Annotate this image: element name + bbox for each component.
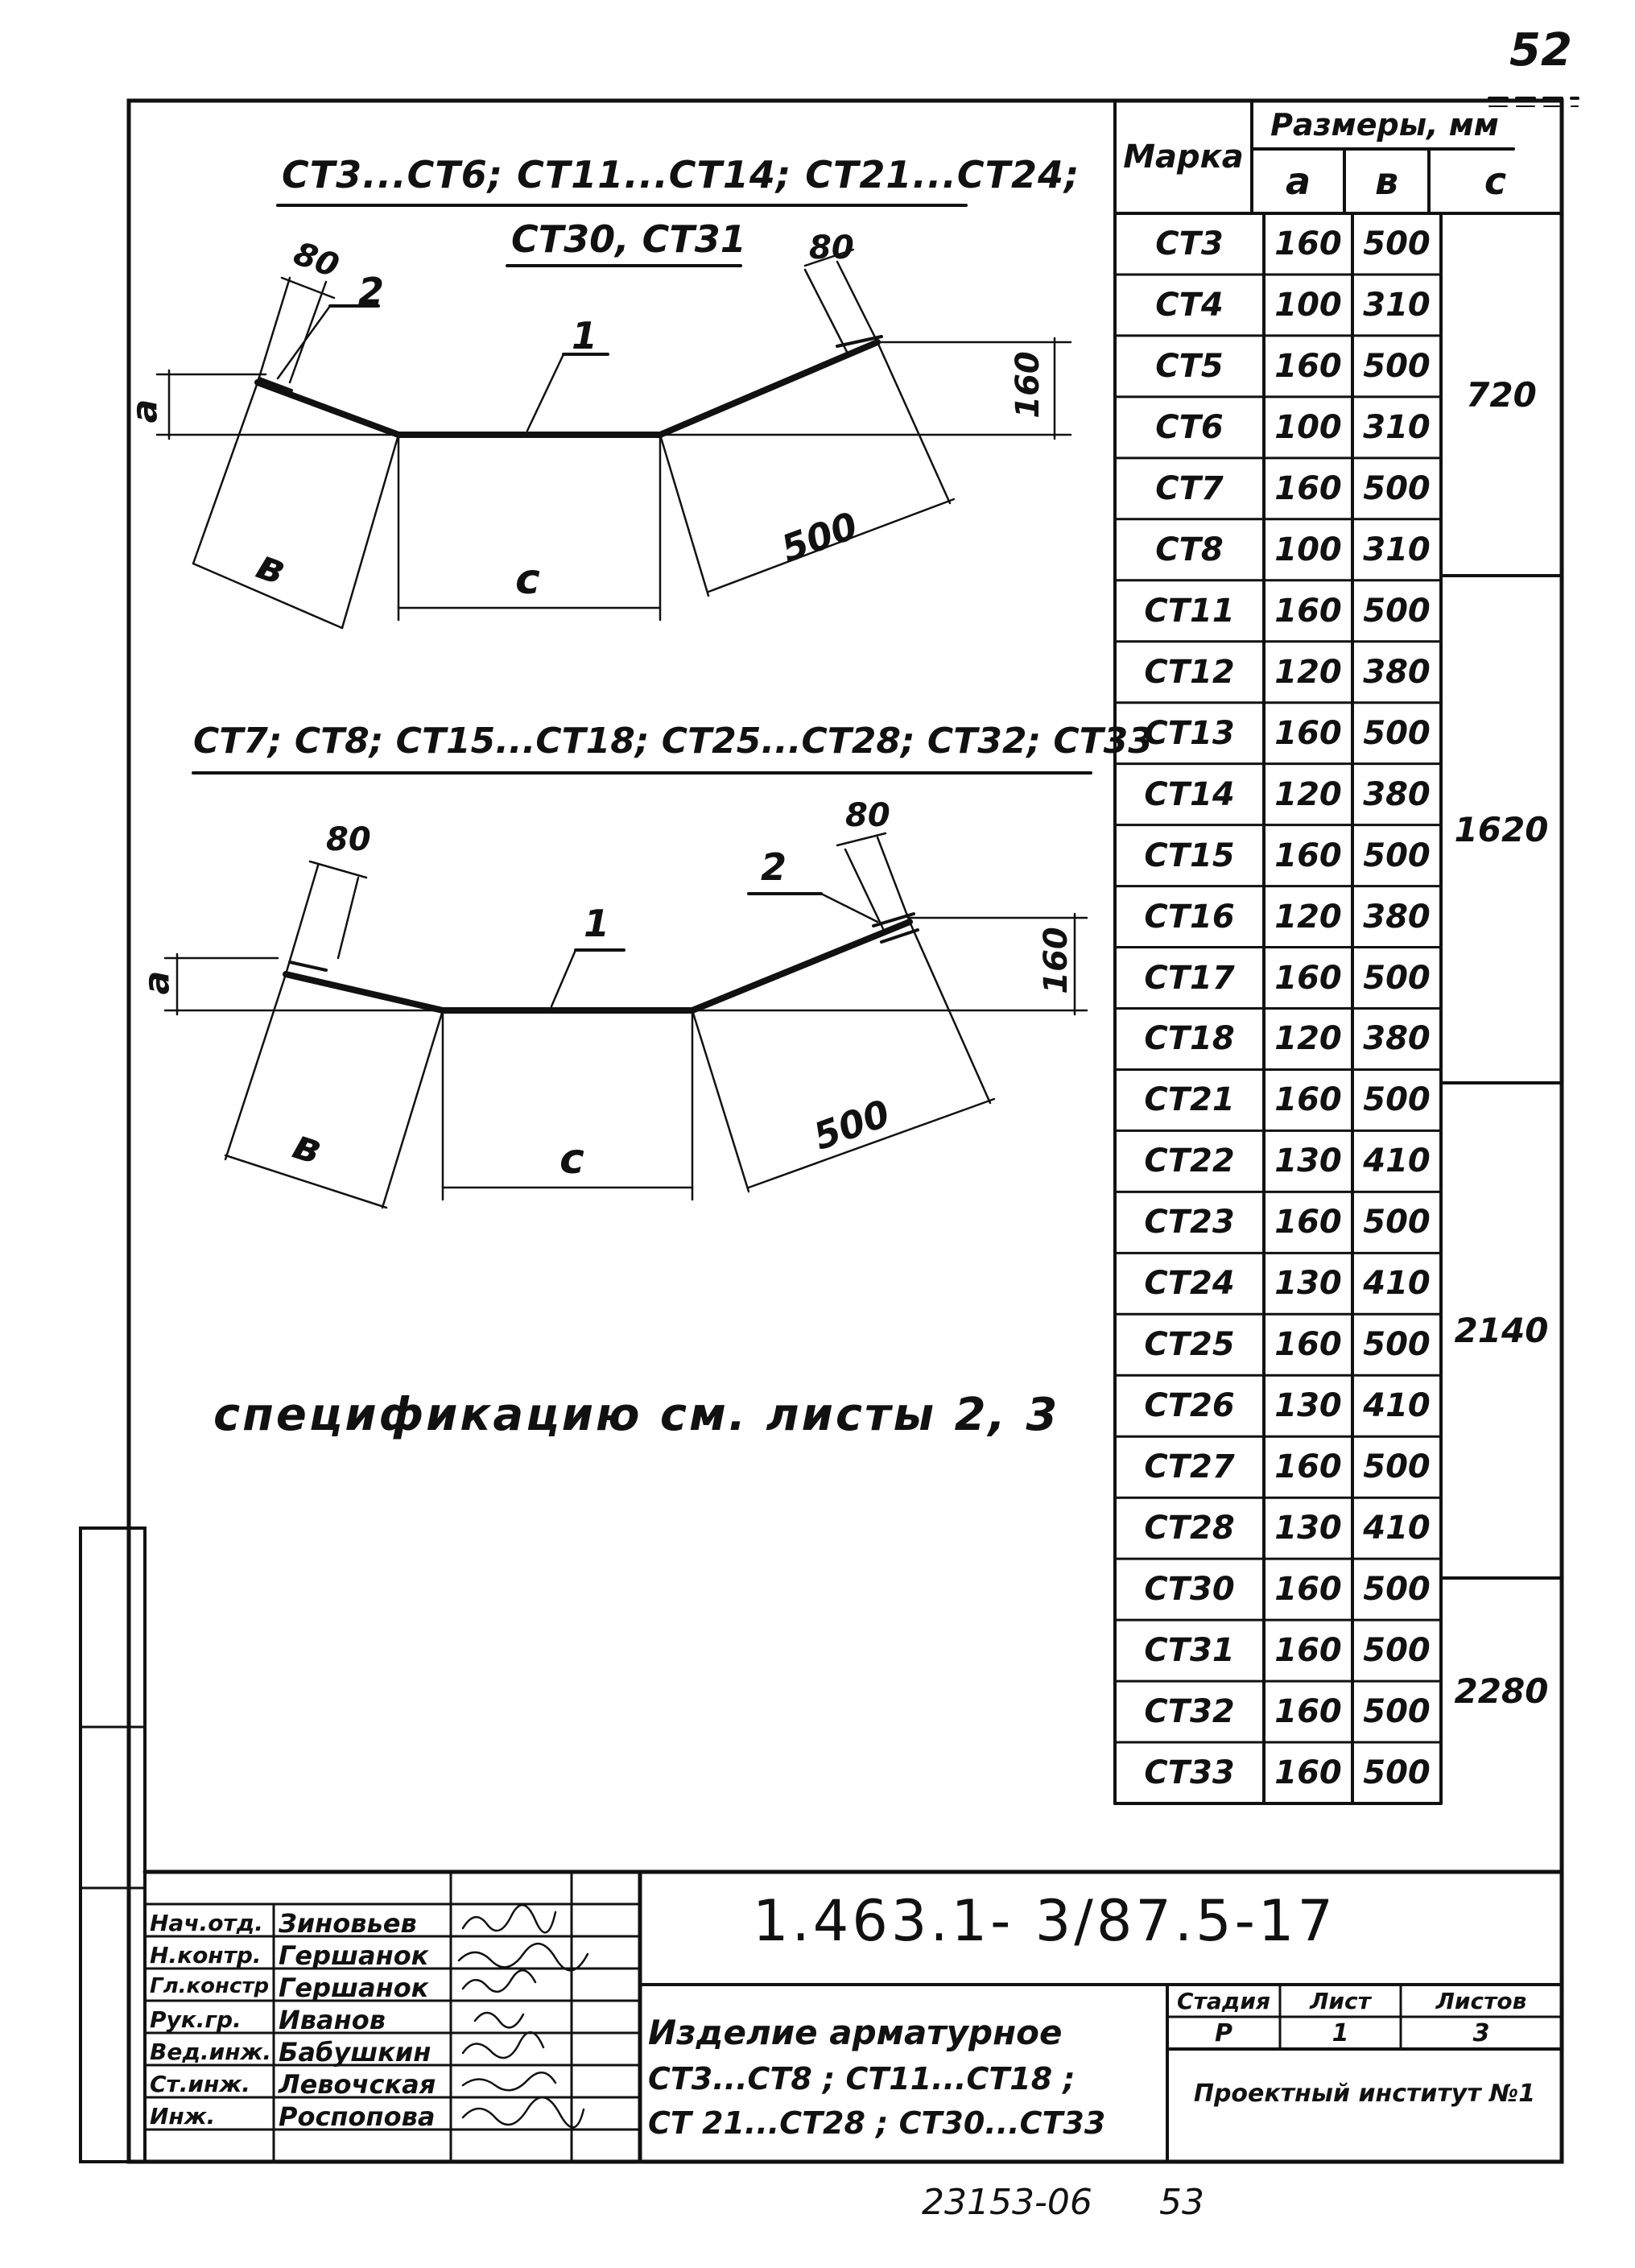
table-cell-b: 500 [1363, 837, 1431, 874]
table-cell-mark: СТ22 [1144, 1142, 1235, 1180]
table-cell-b: 410 [1363, 1510, 1431, 1547]
table-cell-mark: СТ30 [1144, 1571, 1235, 1609]
table-cell-a: 130 [1274, 1142, 1342, 1180]
drawing-1-label-c: c [515, 556, 540, 604]
table-cell-mark: СТ21 [1144, 1081, 1235, 1119]
drawing-2-label-b: в [287, 1120, 328, 1175]
table-cell-a: 160 [1274, 1204, 1342, 1241]
name-6: Левочская [279, 2069, 436, 2100]
table-cell-b: 500 [1363, 469, 1431, 507]
table-c-group-3: 2140 [1454, 1311, 1549, 1350]
table-cell-b: 380 [1363, 1020, 1431, 1058]
role-3: Гл.констр [150, 1974, 270, 1998]
sheets-value: 3 [1472, 2018, 1490, 2047]
stage-value: Р [1215, 2018, 1232, 2047]
name-5: Бабушкин [279, 2037, 431, 2068]
drawing-2-dim-80-right: 80 [845, 797, 890, 834]
table-cell-mark: СТ18 [1144, 1020, 1235, 1058]
table-cell-a: 130 [1274, 1265, 1342, 1303]
sheet-value: 1 [1332, 2018, 1349, 2047]
table-cell-b: 380 [1363, 898, 1431, 936]
document-number: 1.463.1- 3/87.5-17 [753, 1888, 1337, 1954]
role-7: Инж. [150, 2103, 216, 2130]
table-header-col-b: в [1374, 159, 1399, 203]
drawing-2-title: СТ7; СТ8; СТ15...СТ18; СТ25...СТ28; СТ32; СТ33 [193, 721, 1153, 762]
drawing-2-dim-80-left: 80 [326, 821, 371, 858]
table-cell-a: 160 [1274, 1632, 1342, 1670]
table-cell-b: 500 [1363, 1571, 1431, 1609]
drawing-2-dim-160: 160 [1037, 927, 1075, 994]
table-header-col-c: c [1484, 159, 1507, 203]
table-cell-b: 500 [1363, 1632, 1431, 1670]
specification-note: спецификацию см. листы 2, 3 [213, 1389, 1060, 1441]
table-cell-a: 160 [1274, 469, 1342, 507]
role-2: Н.контр. [150, 1942, 262, 1968]
table-cell-a: 160 [1274, 1448, 1342, 1486]
drawing-2-pos-2: 2 [761, 845, 787, 889]
table-cell-mark: СТ15 [1144, 837, 1235, 874]
table-cell-a: 160 [1274, 592, 1342, 630]
table-cell-a: 160 [1274, 1693, 1342, 1731]
name-4: Иванов [279, 2005, 386, 2035]
table-cell-mark: СТ8 [1155, 531, 1224, 568]
drawing-1-dim-80-left: 80 [288, 234, 344, 286]
table-cell-a: 160 [1274, 1754, 1342, 1791]
drawing-1-pos-2: 2 [358, 270, 385, 313]
table-cell-a: 130 [1274, 1387, 1342, 1425]
table-c-group-1: 720 [1466, 374, 1537, 415]
table-cell-a: 160 [1274, 1326, 1342, 1364]
drawing-1-label-b: в [250, 540, 292, 595]
table-cell-mark: СТ25 [1144, 1326, 1235, 1364]
table-cell-mark: СТ24 [1144, 1265, 1235, 1303]
table-cell-mark: СТ3 [1155, 225, 1224, 262]
name-1: Зиновьев [279, 1908, 417, 1939]
table-cell-a: 120 [1274, 898, 1342, 936]
table-cell-a: 160 [1274, 714, 1342, 752]
signatures [459, 1905, 588, 2127]
table-cell-a: 130 [1274, 1510, 1342, 1547]
table-c-group-2: 1620 [1454, 809, 1549, 849]
role-5: Вед.инж. [150, 2039, 272, 2065]
table-cell-b: 310 [1363, 286, 1431, 324]
stage-label: Стадия [1177, 1987, 1270, 2014]
table-cell-mark: СТ27 [1144, 1448, 1235, 1486]
organization-name: Проектный институт №1 [1193, 2079, 1536, 2108]
table-header-sizes: Размеры, мм [1270, 107, 1499, 143]
name-3: Гершанок [279, 1973, 429, 2003]
table-cell-b: 500 [1363, 1448, 1431, 1486]
table-cell-mark: СТ16 [1144, 898, 1235, 936]
table-cell-mark: СТ13 [1144, 714, 1235, 752]
footer-code: 23153-06 [922, 2182, 1092, 2223]
table-cell-mark: СТ26 [1144, 1387, 1235, 1425]
table-cell-b: 500 [1363, 1204, 1431, 1241]
sheets-label: Листов [1435, 1987, 1527, 2014]
table-cell-a: 160 [1274, 959, 1342, 997]
table-cell-a: 160 [1274, 1081, 1342, 1119]
table-cell-mark: СТ17 [1144, 959, 1235, 997]
table-cell-b: 500 [1363, 1081, 1431, 1119]
product-name-line2: СТ3...СТ8 ; СТ11...СТ18 ; [648, 2061, 1076, 2097]
role-6: Ст.инж. [150, 2071, 250, 2097]
table-c-group-4: 2280 [1454, 1671, 1549, 1711]
table-cell-mark: СТ32 [1144, 1693, 1235, 1731]
table-cell-b: 310 [1363, 408, 1431, 446]
table-cell-b: 380 [1363, 775, 1431, 813]
table-cell-b: 310 [1363, 531, 1431, 568]
table-cell-a: 120 [1274, 1020, 1342, 1058]
table-cell-mark: СТ33 [1144, 1754, 1235, 1791]
table-cell-a: 160 [1274, 837, 1342, 874]
table-cell-a: 120 [1274, 653, 1342, 691]
product-name-line1: Изделие арматурное [648, 2013, 1063, 2052]
table-cell-a: 160 [1274, 225, 1342, 262]
table-cell-a: 100 [1274, 531, 1342, 568]
table-cell-mark: СТ11 [1144, 592, 1235, 630]
table-cell-mark: СТ12 [1144, 653, 1235, 691]
table-cell-a: 160 [1274, 1571, 1342, 1609]
table-cell-mark: СТ23 [1144, 1204, 1235, 1241]
drawing-2-label-a: a [136, 970, 178, 995]
table-cell-mark: СТ6 [1155, 408, 1224, 446]
table-header-mark: Марка [1123, 138, 1244, 176]
role-4: Рук.гр. [150, 2006, 242, 2033]
table-cell-b: 500 [1363, 714, 1431, 752]
table-cell-b: 410 [1363, 1387, 1431, 1425]
table-cell-mark: СТ31 [1144, 1632, 1235, 1670]
table-cell-b: 500 [1363, 347, 1431, 385]
drawing-2-label-c: c [559, 1135, 584, 1184]
table-cell-mark: СТ28 [1144, 1510, 1235, 1547]
name-7: Роспопова [279, 2101, 436, 2132]
name-2: Гершанок [279, 1940, 429, 1971]
drawing-1-title-line1: СТ3...СТ6; СТ11...СТ14; СТ21...СТ24; [282, 153, 1080, 196]
role-1: Нач.отд. [150, 1910, 263, 1936]
table-cell-b: 500 [1363, 592, 1431, 630]
table-cell-b: 500 [1363, 1326, 1431, 1364]
table-cell-b: 500 [1363, 1754, 1431, 1791]
left-margin-strip [81, 1528, 145, 2162]
table-cell-a: 120 [1274, 775, 1342, 813]
table-cell-mark: СТ5 [1155, 347, 1224, 385]
drawing-2-dim-500: 500 [807, 1091, 896, 1159]
table-header-col-a: a [1285, 159, 1311, 203]
drawing-1-dim-500: 500 [775, 503, 864, 571]
drawing-1-pos-1: 1 [572, 314, 598, 357]
footer-page: 53 [1159, 2182, 1204, 2223]
sheet-label: Лист [1310, 1987, 1371, 2014]
product-name-line3: СТ 21...СТ28 ; СТ30...СТ33 [648, 2105, 1106, 2141]
table-cell-a: 100 [1274, 408, 1342, 446]
drawing-1-dim-160: 160 [1009, 351, 1047, 419]
table-cell-b: 410 [1363, 1265, 1431, 1303]
table-cell-b: 500 [1363, 225, 1431, 262]
page-number: 52 [1509, 24, 1572, 76]
drawing-2-pos-1: 1 [584, 902, 610, 945]
table-cell-mark: СТ4 [1155, 286, 1224, 324]
table-cell-a: 160 [1274, 347, 1342, 385]
drawing-1-label-a: a [124, 399, 166, 423]
table-cell-b: 410 [1363, 1142, 1431, 1180]
table-cell-b: 500 [1363, 959, 1431, 997]
drawing-1-dim-80-right: 80 [809, 229, 854, 266]
table-cell-a: 100 [1274, 286, 1342, 324]
table-cell-mark: СТ7 [1155, 469, 1224, 507]
table-cell-b: 380 [1363, 653, 1431, 691]
table-cell-b: 500 [1363, 1693, 1431, 1731]
table-cell-mark: СТ14 [1144, 775, 1235, 813]
drawing-1-title-line2: СТ30, СТ31 [511, 217, 746, 261]
